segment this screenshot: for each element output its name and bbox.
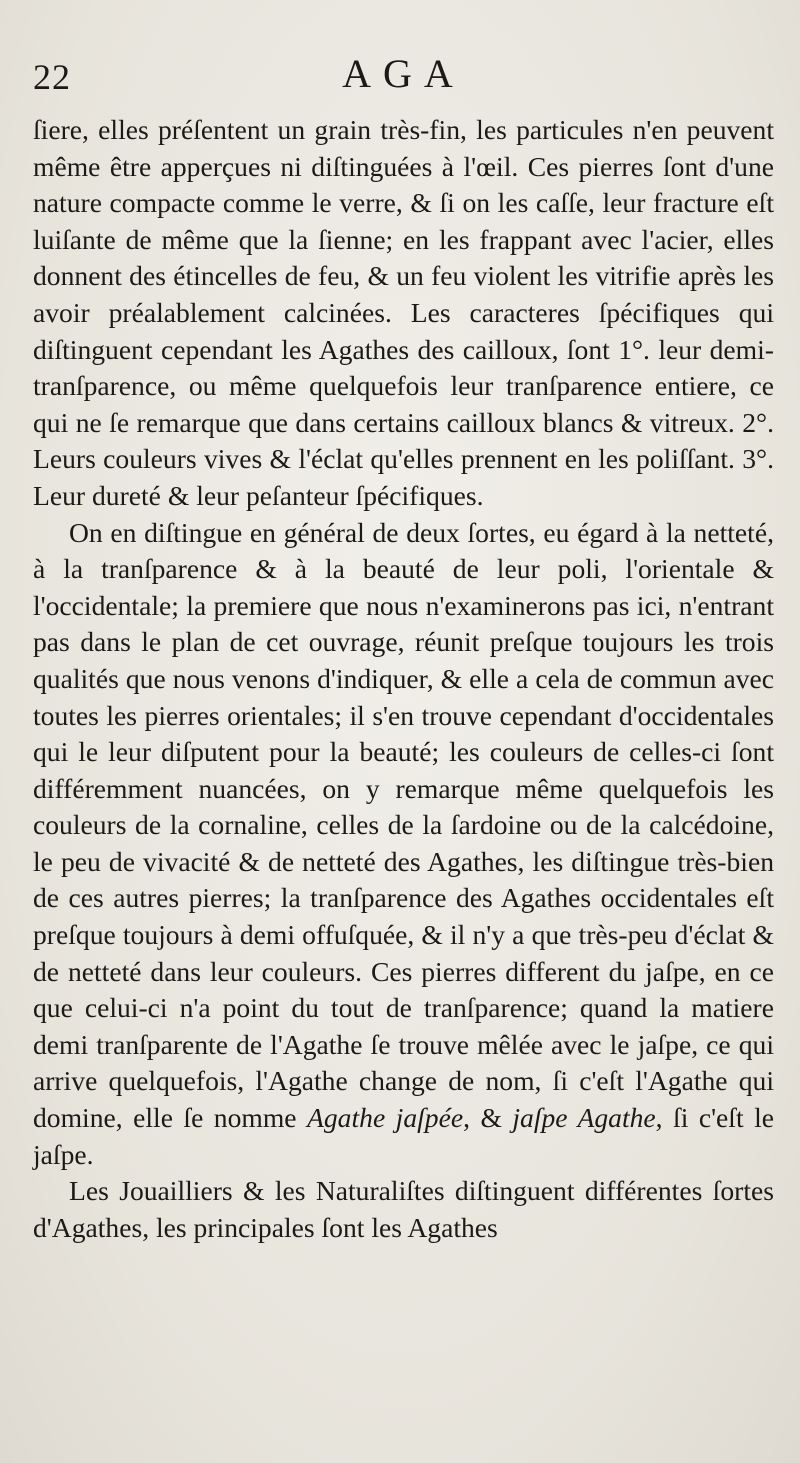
paragraph-2-ending: , ſi c'eſt le jaſpe.: [33, 1102, 774, 1170]
paragraph-3: Les Jouailliers & les Naturaliſtes diſtinguent différentes ſortes d'Agathes, les principales ſont les Agathes: [33, 1175, 774, 1243]
italic-term-agathe-jaspee: Agathe jaſpée: [307, 1102, 464, 1134]
italic-term-jaspe-agathe: jaſpe Agathe: [512, 1102, 656, 1134]
page-header: [33, 50, 774, 112]
paragraph-2-joiner: , &: [463, 1102, 513, 1134]
paragraph-2-text: On en diſtingue en général de deux ſortes, eu égard à la netteté, à la tranſparence & à la beauté de leur poli, l'orientale & l'occidentale; la premiere que nous n'examinerons pas ici, n'entrant pas dans le plan de cet ouvrage, réunit preſque toujours les trois qualités que nous venons d'indiquer, & elle a cela de commun avec toutes les pierres orientales; il s'en trouve cependant d'occidentales qui le leur diſputent pour la beauté; les couleurs de celles-ci ſont différemment nuancées, on y remarque même quelquefois les couleurs de la cornaline, celles de la ſardoine ou de la calcédoine, le peu de vivacité & de netteté des Agathes, les diſtingue très-bien de ces autres pierres; la tranſparence des Agathes occidentales eſt preſque toujours à demi offuſquée, & il n'y a que très-peu d'éclat & de netteté dans leur couleurs. Ces pierres different du jaſpe, en ce que celui-ci n'a point du tout de tranſparence; quand la matiere demi tranſparente de l'Agathe ſe trouve mêlée avec le jaſpe, ce qui arrive quelquefois, l'Agathe change de nom, ſi c'eſt l'Agathe qui domine, elle ſe nomme: [33, 516, 774, 1134]
running-head: AGA: [342, 51, 465, 96]
paragraph-1: ſiere, elles préſentent un grain très-fin, les particules n'en peuvent même être apperçues ni diſtinguées à l'œil. Ces pierres ſont d'une nature compacte comme le verre, & ſi on les caſſe, leur fracture eſt luiſante de même que la ſienne; en les frappant avec l'acier, elles donnent des étincelles de feu, & un feu violent les vitrifie après les avoir préalablement calcinées. Les caracteres ſpécifiques qui diſtinguent cependant les Agathes des cailloux, ſont 1°. leur demi-tranſparence, ou même quelquefois leur tranſparence entiere, ce qui ne ſe remarque que dans certains cailloux blancs & vitreux. 2°. Leurs couleurs vives & l'éclat qu'elles prennent en les poliſſant. 3°. Leur dureté & leur peſanteur ſpécifiques.: [33, 114, 774, 511]
page-number: 22: [33, 57, 71, 97]
body-text: [33, 112, 774, 1246]
paragraph-2: [33, 515, 774, 1174]
